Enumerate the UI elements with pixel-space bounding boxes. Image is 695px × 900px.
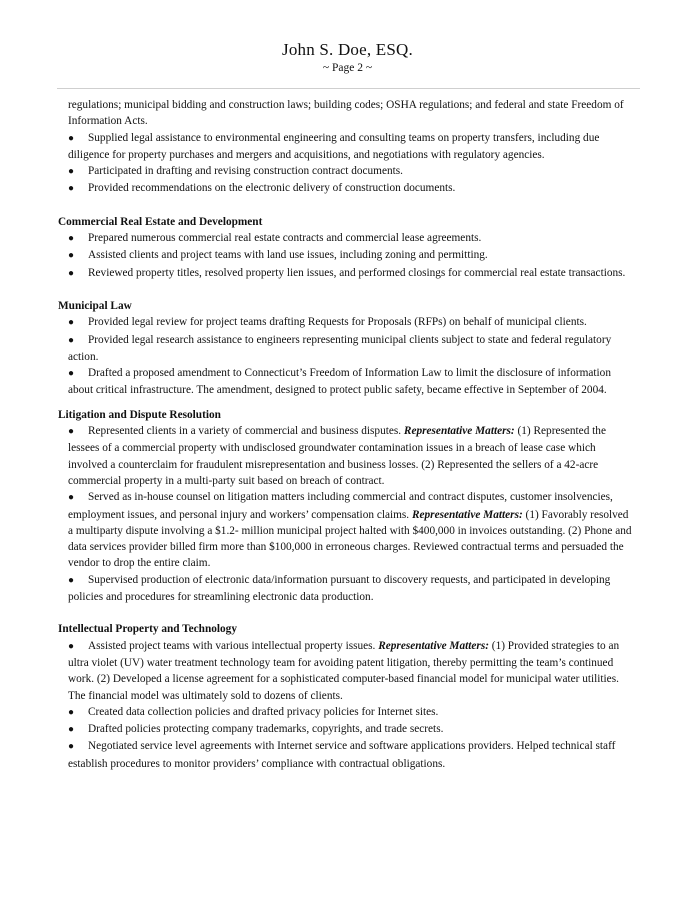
bullet-icon: ● <box>68 574 75 586</box>
list-item: ● Provided recommendations on the electronic delivery of construction documents. <box>68 180 634 197</box>
list-item: ● Served as in-house counsel on litigation matters including commercial and contract disputes, customer insolvencies, employment issues, and personal injury and workers’ compensation claims. Representative Matters: (1) Favorably resolved a multiparty dispute involving a $1.2- million municipal project halted with $400,000 in invoices outstanding. (2) Phone and data services provider billed firm more than $100,000 in erroneous charges. Reviewed contractual terms and persuaded the vendor to drop the entire claim. <box>68 491 632 570</box>
bullet-icon: ● <box>68 426 75 438</box>
bullet-icon: ● <box>68 368 75 380</box>
representative-matters-label: Representative Matters: <box>411 508 523 521</box>
list-item: ● Reviewed property titles, resolved property lien issues, and performed closings for commercial real estate transactions. <box>68 265 634 282</box>
bullet-icon: ● <box>68 741 75 753</box>
list-item: ● Participated in drafting and revising construction contract documents. <box>68 163 634 180</box>
bullet-icon: ● <box>68 706 75 718</box>
section-heading-real-estate: Commercial Real Estate and Development <box>58 215 263 228</box>
page-header <box>0 40 695 76</box>
list-item: ● Assisted project teams with various intellectual property issues. Representative Matters: (1) Provided strategies to an ultra violet (UV) water treatment technology team for avoiding patent litigation, thereby permitting the team’s continued work. (2) Developed a license agreement for a sophisticated computer-based financial model for municipal water utilities. The financial model was ultimately sold to dozens of clients. <box>68 639 620 702</box>
bullet-icon: ● <box>68 166 75 178</box>
resume-body <box>58 97 634 772</box>
bullet-icon: ● <box>68 132 75 144</box>
section-heading-ip: Intellectual Property and Technology <box>58 623 237 636</box>
bullet-icon: ● <box>68 334 75 346</box>
representative-matters-label: Representative Matters: <box>378 639 489 652</box>
list-item: ● Represented clients in a variety of commercial and business disputes. Representative Matters: (1) Represented the lessees of a commercial property with undisclosed groundwater contamination issues in a breach of lease case which involved a counterclaim for fraudulent misrepresentation and business losses. (2) Represented the sellers of a 42-acre commercial property in a multi-party suit based on breach of contract. <box>68 425 606 487</box>
section-heading-municipal: Municipal Law <box>58 299 132 312</box>
section-heading-litigation: Litigation and Dispute Resolution <box>58 408 221 421</box>
header-page-label: ~ Page 2 ~ <box>322 62 373 74</box>
list-item: ● Drafted policies protecting company trademarks, copyrights, and trade secrets. <box>68 721 634 738</box>
bullet-icon: ● <box>68 267 75 279</box>
bullet-icon: ● <box>68 233 75 245</box>
list-item: ● Created data collection policies and drafted privacy policies for Internet sites. <box>68 704 634 721</box>
bullet-icon: ● <box>68 724 75 736</box>
list-item: ● Prepared numerous commercial real estate contracts and commercial lease agreements. <box>68 230 634 247</box>
list-item: ● Drafted a proposed amendment to Connecticut’s Freedom of Information Law to limit the disclosure of information about critical infrastructure. The amendment, designed to protect public safety, became effective in September of 2004. <box>68 367 611 397</box>
list-item: ● Supplied legal assistance to environmental engineering and consulting teams on property transfers, including due diligence for property purchases and mergers and acquisitions, and negotiations with regulatory agencies. <box>68 131 600 161</box>
list-item: ● Provided legal research assistance to engineers representing municipal clients subject to state and federal regulatory action. <box>68 333 612 363</box>
list-item: ● Supervised production of electronic data/information pursuant to discovery requests, and participated in developing policies and procedures for streamlining electronic data production. <box>68 573 611 604</box>
list-item: ● Provided legal review for project teams drafting Requests for Proposals (RFPs) on behalf of municipal clients. <box>68 314 634 331</box>
continuation-text: regulations; municipal bidding and construction laws; building codes; OSHA regulations; and federal and state Freedom of Information Acts. <box>68 99 624 128</box>
bullet-icon: ● <box>68 183 75 195</box>
bullet-icon: ● <box>68 640 75 652</box>
representative-matters-label: Representative Matters: <box>403 425 515 438</box>
bullet-icon: ● <box>68 492 75 504</box>
header-name: John S. Doe, ESQ. <box>282 40 413 59</box>
header-divider <box>57 88 640 89</box>
bullet-icon: ● <box>68 250 75 262</box>
bullet-icon: ● <box>68 317 75 329</box>
list-item: ● Assisted clients and project teams with land use issues, including zoning and permitting. <box>68 247 634 264</box>
list-item: ● Negotiated service level agreements with Internet service and software applications providers. Helped technical staff establish procedures to monitor providers’ compliance with contractual obligations. <box>68 740 616 770</box>
